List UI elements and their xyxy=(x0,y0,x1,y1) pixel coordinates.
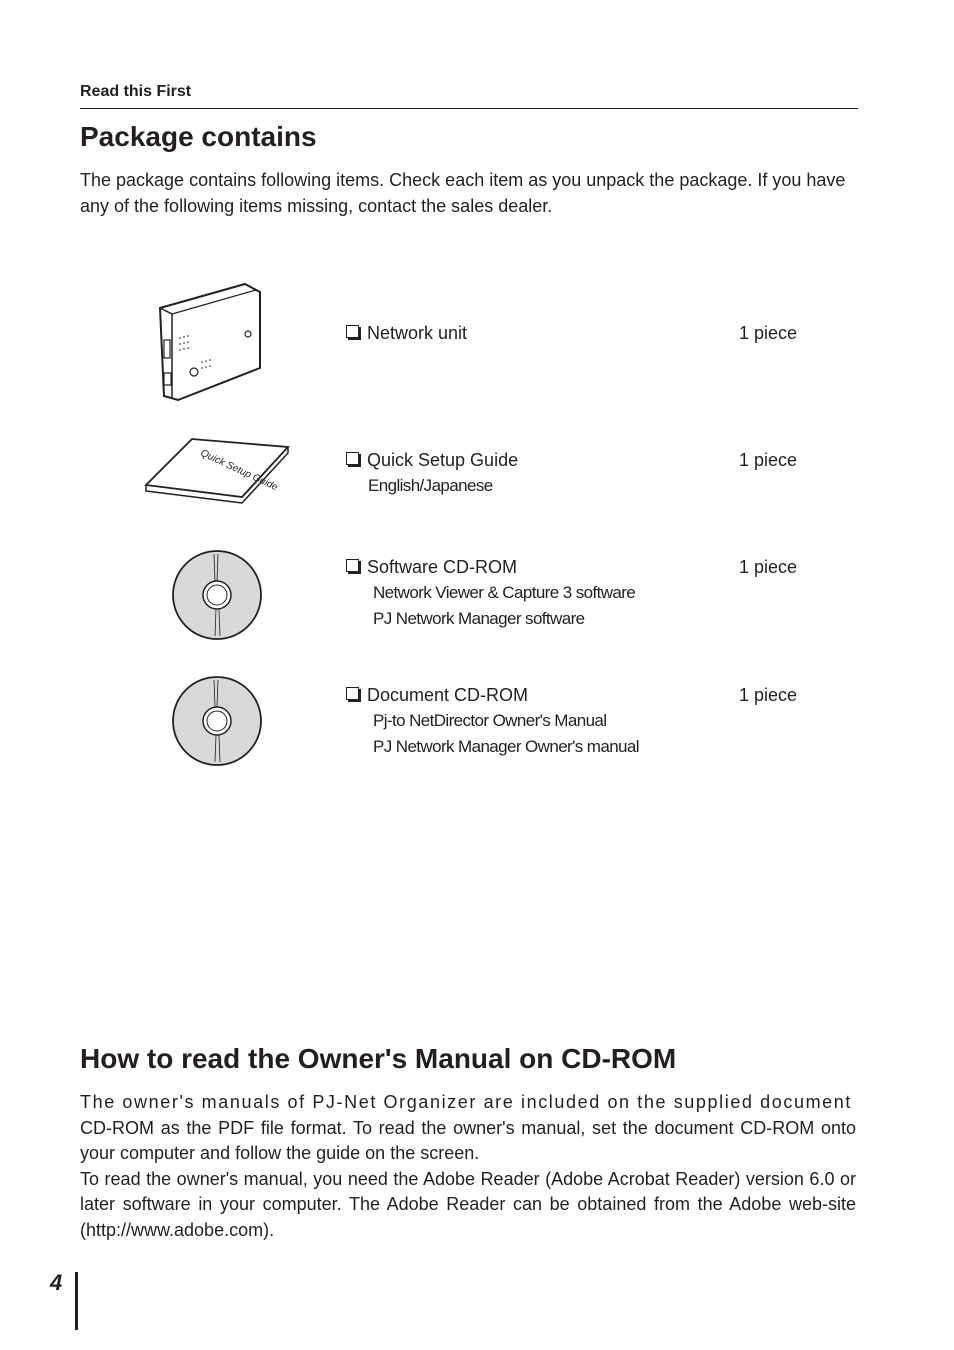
item-detail: English/Japanese xyxy=(368,476,493,495)
checkbox-icon xyxy=(346,325,359,338)
item-qty: 1 piece xyxy=(739,557,798,577)
item-software-cd-rom xyxy=(346,554,806,632)
checkbox-icon xyxy=(346,687,359,700)
manual-paragraph-1-line-1: The owner's manuals of PJ-Net Organizer are included on the supplied document xyxy=(80,1092,852,1112)
item-name: Network unit xyxy=(367,323,468,343)
item-quick-setup-guide xyxy=(346,447,806,499)
item-qty: 1 piece xyxy=(739,685,798,705)
manual-paragraph-1: CD-ROM as the PDF file format. To read the owner's manual, set the document CD-ROM onto your computer and follow the guide on the screen. xyxy=(80,1117,856,1163)
package-intro: The package contains following items. Check each item as you unpack the package. If you have any of the following items missing, contact the sales dealer. xyxy=(80,170,846,216)
item-qty: 1 piece xyxy=(739,450,798,470)
item-network-unit xyxy=(346,320,806,346)
item-detail: Network Viewer & Capture 3 software xyxy=(373,583,636,602)
manual-paragraph-2: To read the owner's manual, you need the Adobe Reader (Adobe Acrobat Reader) version 6.0 or later software in your computer. The Adobe Reader can be obtained from the Adobe web-site (http://www.adobe.com). xyxy=(80,1168,856,1240)
header-rule xyxy=(80,108,858,109)
page-number-bar xyxy=(75,1272,78,1330)
booklet-label: Quick Setup Guide xyxy=(198,447,280,494)
item-detail: Pj-to NetDirector Owner's Manual xyxy=(373,711,607,730)
page-number: 4 xyxy=(50,1270,63,1295)
manual-body xyxy=(80,1090,856,1243)
item-name: Software CD-ROM xyxy=(367,557,518,577)
checkbox-icon xyxy=(346,559,359,572)
network-unit-icon xyxy=(150,278,270,408)
item-qty: 1 piece xyxy=(739,323,798,343)
manual-title: How to read the Owner's Manual on CD-ROM xyxy=(80,1043,677,1074)
item-detail: PJ Network Manager software xyxy=(373,609,585,628)
item-document-cd-rom xyxy=(346,682,806,760)
item-name: Quick Setup Guide xyxy=(367,450,519,470)
document-cd-icon xyxy=(170,674,264,768)
checkbox-icon xyxy=(346,452,359,465)
software-cd-icon xyxy=(170,548,264,642)
item-name: Document CD-ROM xyxy=(367,685,529,705)
booklet-icon xyxy=(140,435,292,505)
item-detail: PJ Network Manager Owner's manual xyxy=(373,737,639,756)
package-title: Package contains xyxy=(80,121,317,152)
section-label: Read this First xyxy=(80,83,192,100)
